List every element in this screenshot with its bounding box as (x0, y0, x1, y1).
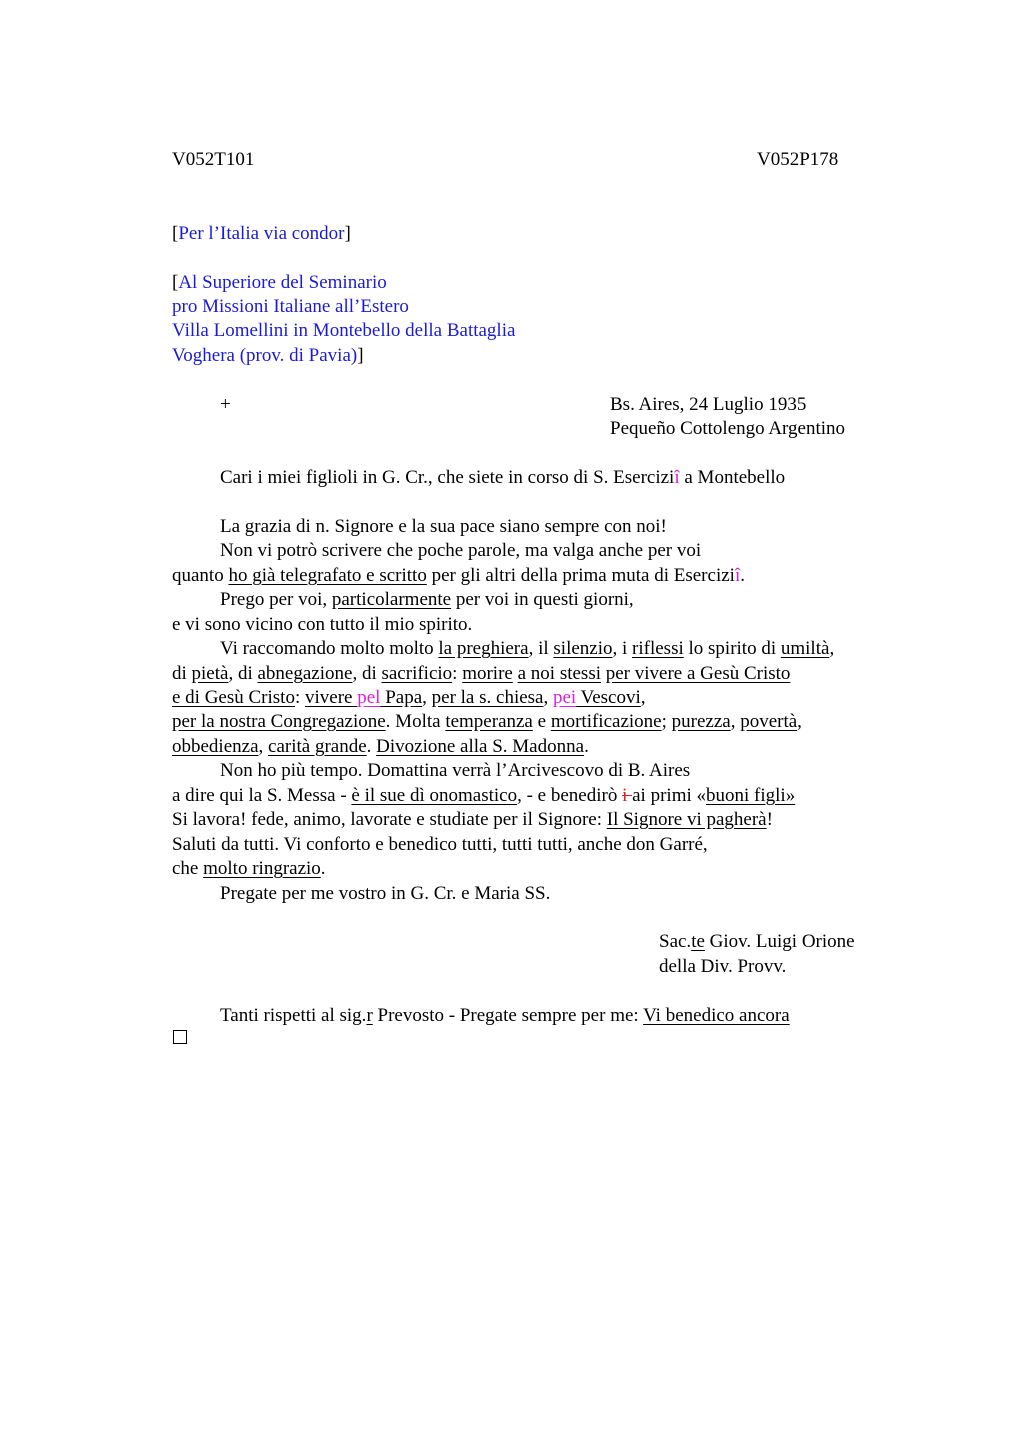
body-line-13 (172, 810, 773, 829)
t: , (640, 687, 646, 708)
t: , (422, 687, 432, 708)
signature-line-1 (659, 932, 855, 951)
t: . (740, 565, 745, 586)
t: morire (462, 663, 513, 684)
t: di (172, 663, 192, 684)
t: e di Gesù Cristo (172, 687, 295, 708)
body-line-4 (220, 590, 634, 609)
body-line-16: Pregate per me vostro in G. Cr. e Maria SS. (220, 883, 551, 904)
body-line-9 (172, 712, 802, 731)
t: povertà (740, 711, 798, 732)
t: r (366, 1005, 373, 1026)
address-line-1: [Al Superiore del Seminario (172, 272, 387, 293)
t: per gli altri della prima muta di Esercizi (426, 565, 735, 586)
t: quanto (172, 565, 229, 586)
t: Si lavora! fede, animo, lavorate e studiate per il Signore: (172, 809, 607, 830)
letter-date: Bs. Aires, 24 Luglio 1935 (610, 394, 807, 415)
address-text-4: Voghera (prov. di Pavia) (172, 345, 358, 366)
t: , - e benedirò (517, 785, 623, 806)
t: te (691, 931, 705, 952)
body-line-15 (172, 859, 326, 878)
cross-mark: + (220, 394, 231, 415)
t: vivere (305, 687, 358, 708)
t: abnegazione (257, 663, 353, 684)
body-line-10 (172, 737, 589, 756)
t: temperanza (445, 711, 533, 732)
t: buoni figli» (706, 785, 796, 806)
t: particolarmente (331, 589, 452, 610)
t: lo spirito di (683, 638, 781, 659)
t: che (172, 858, 204, 879)
t: Divozione alla S. Madonna (376, 736, 585, 757)
t: pietà (191, 663, 229, 684)
t: mortificazione (550, 711, 662, 732)
t: riflessi (632, 638, 684, 659)
t: umiltà (780, 638, 830, 659)
address-via: [Per l’Italia via condor] (172, 223, 351, 244)
t: , i (612, 638, 633, 659)
t: pei (552, 687, 577, 708)
t: , di (228, 663, 258, 684)
t: , di (352, 663, 382, 684)
body-line-2: Non vi potrò scrivere che poche parole, ma valga anche per voi (220, 540, 702, 561)
salutation-accent: î (674, 467, 680, 488)
t: , (829, 638, 835, 659)
t: . (320, 858, 326, 879)
t: Prevosto - Pregate sempre per me: (372, 1005, 644, 1026)
t: î (734, 565, 741, 586)
t: : (452, 663, 463, 684)
postscript (220, 1006, 790, 1025)
t: , (730, 711, 741, 732)
address-line-3: Villa Lomellini in Montebello della Battaglia (172, 320, 516, 341)
body-line-3 (172, 566, 745, 585)
t: a noi stessi (517, 663, 601, 684)
t: a dire qui la S. Messa - (172, 785, 352, 806)
address-line-2: pro Missioni Italiane all’Estero (172, 296, 409, 317)
t: . (584, 736, 589, 757)
t: . Molta (385, 711, 446, 732)
t: per voi in questi giorni, (451, 589, 634, 610)
t: Il Signore vi pagherà (606, 809, 767, 830)
salutation (220, 468, 785, 487)
body-line-1: La grazia di n. Signore e la sua pace siano sempre con noi! (220, 516, 667, 537)
deleted-text: i (622, 785, 633, 806)
t: Sac. (659, 931, 692, 952)
t: e (532, 711, 551, 732)
body-line-5: e vi sono vicino con tutto il mio spirito. (172, 614, 473, 635)
t: pel (357, 687, 381, 708)
t: silenzio (553, 638, 613, 659)
end-box-mark (173, 1030, 187, 1044)
t: la preghiera (438, 638, 529, 659)
document-code-left: V052T101 (172, 149, 255, 170)
body-line-6 (220, 639, 834, 658)
page-code-right: V052P178 (757, 149, 839, 170)
t: Giov. Luigi Orione (704, 931, 855, 952)
t: , (797, 711, 802, 732)
t: , il (528, 638, 554, 659)
t: è il sue dì onomastico (351, 785, 518, 806)
address-line-4: Voghera (prov. di Pavia)] (172, 345, 364, 366)
t: Vescovi (576, 687, 641, 708)
t: obbedienza (172, 736, 259, 757)
t: per vivere a Gesù Cristo (605, 663, 791, 684)
t: Prego per voi, (220, 589, 332, 610)
t: molto ringrazio (203, 858, 321, 879)
t: . (366, 736, 377, 757)
t: , (543, 687, 553, 708)
t: Vi raccomando molto molto (220, 638, 439, 659)
body-line-12 (172, 786, 795, 805)
t: Tanti rispetti al sig. (220, 1005, 367, 1026)
salutation-end: a Montebello (679, 467, 786, 488)
t: ho già telegrafato e scritto (228, 565, 427, 586)
letter-place: Pequeño Cottolengo Argentino (610, 418, 846, 439)
t: : (294, 687, 305, 708)
t: Papa (380, 687, 423, 708)
via-text: Per l’Italia via condor (178, 223, 345, 244)
t: per la nostra Congregazione (172, 711, 386, 732)
address-text-1: Al Superiore del Seminario (178, 272, 387, 293)
t: Vi benedico ancora (643, 1005, 790, 1026)
body-line-14: Saluti da tutti. Vi conforto e benedico tutti, tutti tutti, anche don Garré, (172, 834, 708, 855)
salutation-text: Cari i miei figlioli in G. Cr., che siete in corso di S. Esercizi (220, 467, 675, 488)
body-line-11: Non ho più tempo. Domattina verrà l’Arcivescovo di B. Aires (220, 760, 691, 781)
t: , (258, 736, 269, 757)
body-line-8 (172, 688, 646, 707)
signature-line-2: della Div. Provv. (659, 956, 787, 977)
t: per la s. chiesa (431, 687, 544, 708)
t: ! (766, 809, 773, 830)
t: carità grande (268, 736, 367, 757)
body-line-7 (172, 664, 790, 683)
t: purezza (671, 711, 731, 732)
t: sacrificio (381, 663, 453, 684)
t: ; (661, 711, 672, 732)
t: ai primi « (632, 785, 707, 806)
